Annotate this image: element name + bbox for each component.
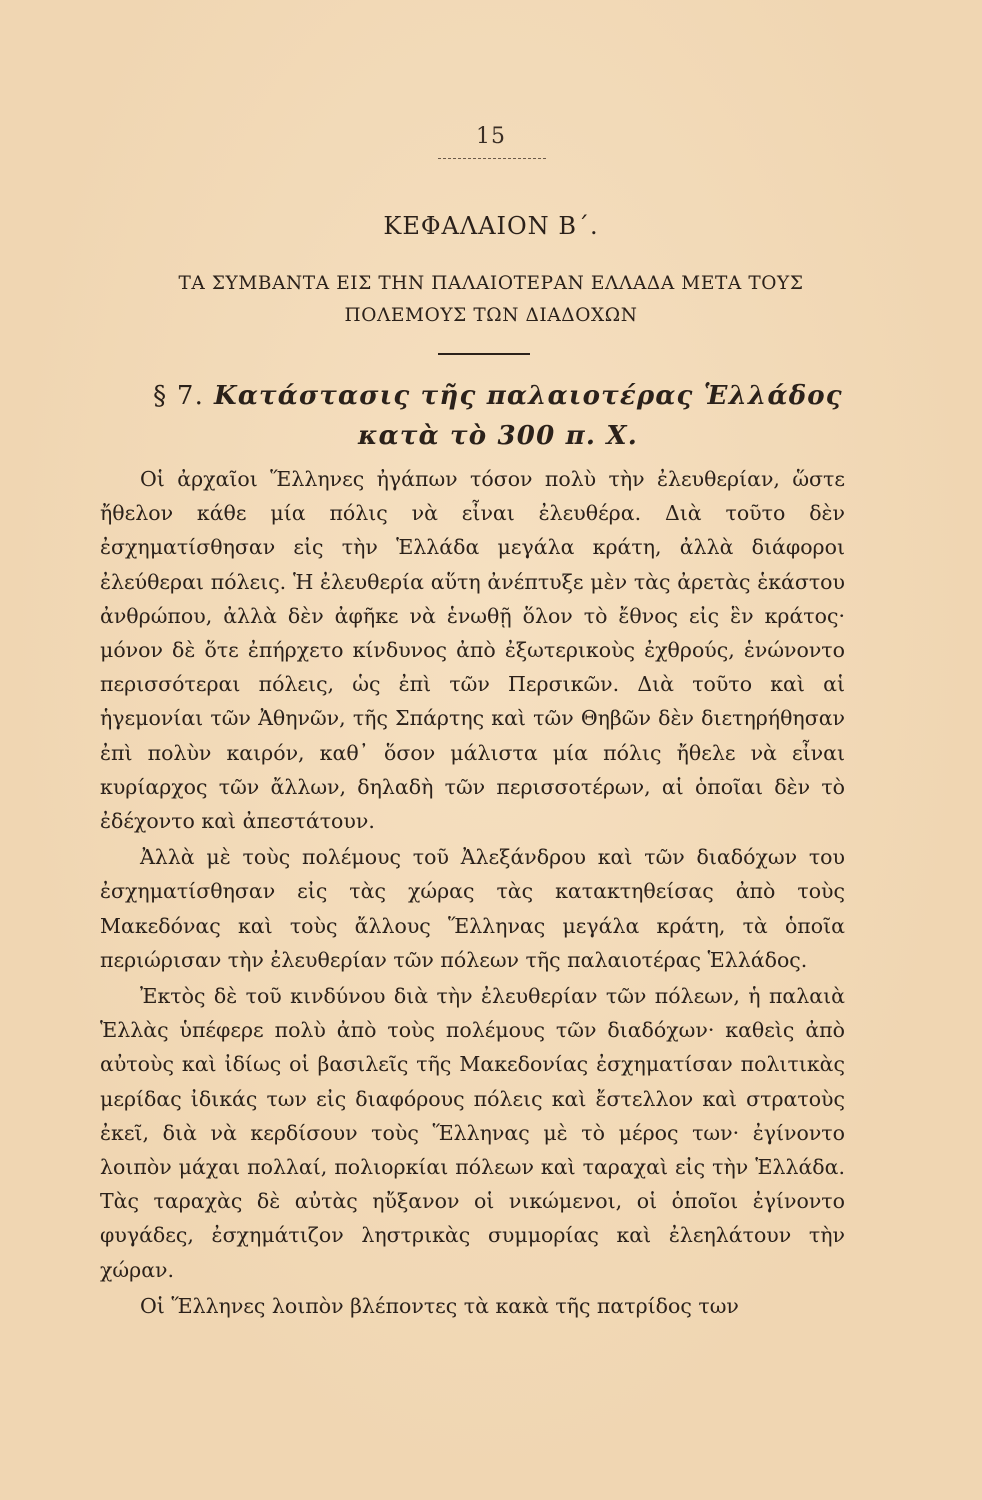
body-text xyxy=(100,462,845,1323)
chapter-divider xyxy=(438,353,530,355)
page-number: 15 xyxy=(476,124,506,149)
chapter-title: ΚΕΦΑΛΑΙΟΝ Β΄. xyxy=(383,212,599,240)
chapter-subtitle: ΤΑ ΣΥΜΒΑΝΤΑ ΕΙΣ ΤΗΝ ΠΑΛΑΙΟΤΕΡΑΝ ΕΛΛΑΔΑ ΜΕΤΑ ΤΟΥΣ ΠΟΛΕΜΟΥΣ ΤΩΝ ΔΙΑΔΟΧΩΝ xyxy=(178,273,804,326)
section-heading xyxy=(148,376,848,456)
paragraph: Οἱ Ἕλληνες λοιπὸν βλέποντες τὰ κακὰ τῆς πατρίδος των xyxy=(140,1293,739,1318)
paragraph: Οἱ ἀρχαῖοι Ἕλληνες ἠγάπων τόσον πολὺ τὴν ἐλευθερίαν, ὥστε ἤθελον κάθε μία πόλις νὰ εἶναι ἐλευθέρα. Διὰ τοῦτο δὲν ἐσχηματίσθησαν εἰς τὴν Ἑλλάδα μεγάλα κράτη, ἀλλὰ διάφοροι ἐλεύθεραι πόλεις. Ἡ ἐλευθερία αὕτη ἀνέπτυξε μὲν τὰς ἀρετὰς ἑκάστου ἀνθρώπου, ἀλλὰ δὲν ἀφῆκε νὰ ἑνωθῇ ὅλον τὸ ἔθνος εἰς ἓν κράτος· μόνον δὲ ὅτε ἐπήρχετο κίνδυνος ἀπὸ ἐξωτερικοὺς ἐχθρούς, ἑνώνοντο περισσότεραι πόλεις, ὡς ἐπὶ τῶν Περσικῶν. Διὰ τοῦτο καὶ αἱ ἡγεμονίαι τῶν Ἀθηνῶν, τῆς Σπάρτης καὶ τῶν Θηβῶν δὲν διετηρήθησαν ἐπὶ πολὺν καιρόν, καθ᾽ ὅσον μάλιστα μία πόλις ἤθελε νὰ εἶναι κυρίαρχος τῶν ἄλλων, δηλαδὴ τῶν περισσοτέρων, αἱ ὁποῖαι δὲν τὸ ἐδέχοντο καὶ ἀπεστάτουν. xyxy=(100,467,845,834)
paragraph: Ἐκτὸς δὲ τοῦ κινδύνου διὰ τὴν ἐλευθερίαν τῶν πόλεων, ἡ παλαιὰ Ἑλλὰς ὑπέφερε πολὺ ἀπὸ τοὺς πολέμους τῶν διαδόχων· καθεὶς ἀπὸ αὐτοὺς καὶ ἰδίως οἱ βασιλεῖς τῆς Μακεδονίας ἐσχηματίσαν πολιτικὰς μερίδας ἰδικάς των εἰς διαφόρους πόλεις καὶ ἔστελλον καὶ στρατοὺς ἐκεῖ, διὰ νὰ κερδίσουν τοὺς Ἕλληνας μὲ τὸ μέρος των· ἐγίνοντο λοιπὸν μάχαι πολλαί, πολιορκίαι πόλεων καὶ ταραχαὶ εἰς τὴν Ἑλλάδα. Τὰς ταραχὰς δὲ αὐτὰς ηὔξανον οἱ νικώμενοι, οἱ ὁποῖοι ἐγίνοντο φυγάδες, ἐσχημάτιζον ληστρικὰς συμμορίας καὶ ἐλεηλάτουν τὴν χώραν. xyxy=(100,984,845,1282)
section-title: Κατάστασις τῆς παλαιοτέρας Ἑλλάδος κατὰ τὸ 300 π. Χ. xyxy=(214,381,843,451)
section-number: § 7. xyxy=(153,381,205,411)
paragraph: Ἀλλὰ μὲ τοὺς πολέμους τοῦ Ἀλεξάνδρου καὶ τῶν διαδόχων του ἐσχηματίσθησαν εἰς τὰς χώρας τὰς κατακτηθείσας ἀπὸ τοὺς Μακεδόνας καὶ τοὺς ἄλλους Ἕλληνας μεγάλα κράτη, τὰ ὁποῖα περιώρισαν τὴν ἐλευθερίαν τῶν πόλεων τῆς παλαιοτέρας Ἑλλάδος. xyxy=(100,845,845,972)
page-number-divider xyxy=(438,158,546,159)
